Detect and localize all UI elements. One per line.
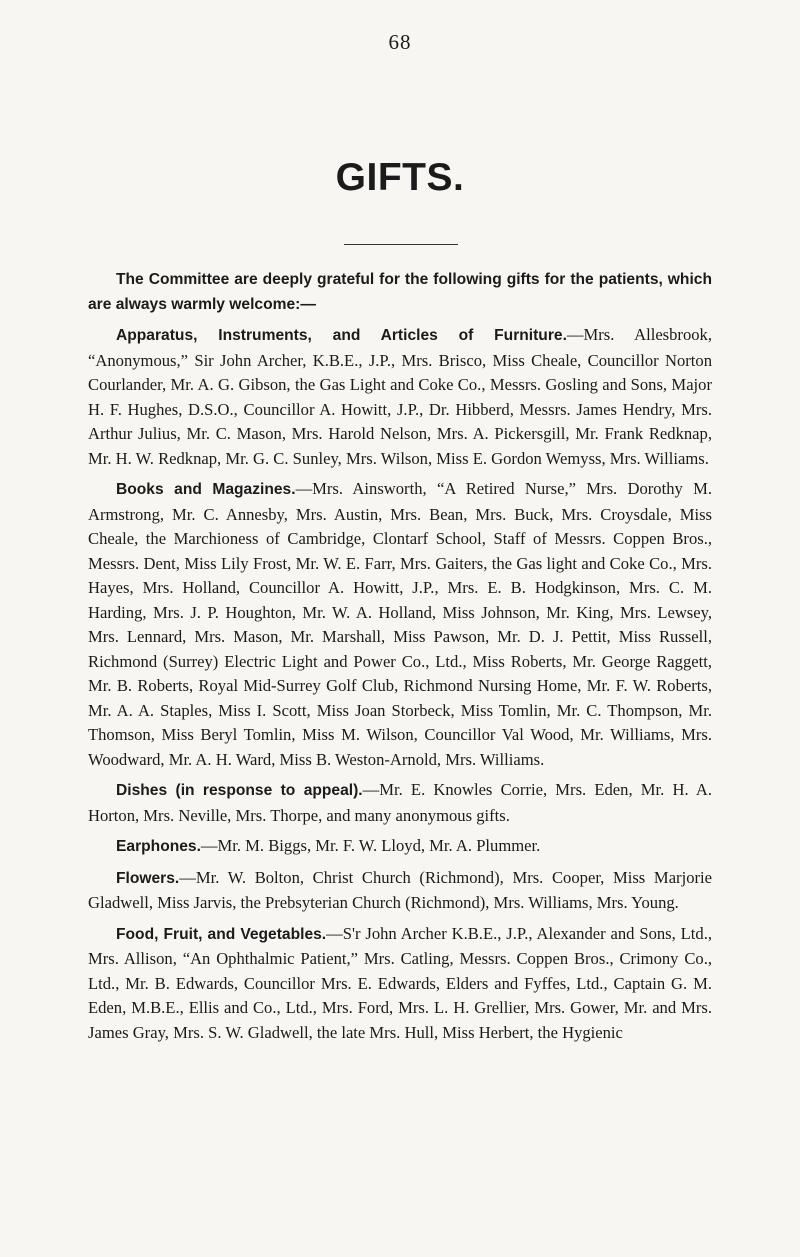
section-books	[88, 477, 712, 772]
title-divider	[344, 244, 458, 245]
section-body: —Mr. W. Bolton, Christ Church (Richmond), Mrs. Cooper, Miss Marjorie Gladwell, Miss Jarvis, the Prebsyterian Church (Richmond), Mrs. Williams, Mrs. Young.	[88, 867, 712, 912]
intro-paragraph: The Committee are deeply grateful for the following gifts for the patients, which are always warmly welcome:—	[88, 271, 712, 313]
section-heading: Apparatus, Instruments, and Articles of Furniture.	[116, 327, 567, 344]
section-dishes	[88, 778, 712, 828]
section-body: —Mr. M. Biggs, Mr. F. W. Lloyd, Mr. A. Plummer.	[200, 836, 541, 855]
section-body: —Mrs. Allesbrook, “Anonymous,” Sir John Archer, K.B.E., J.P., Mrs. Brisco, Miss Cheale, Councillor Norton Courlander, Mr. A. G. Gibson, the Gas Light and Coke Co., Messrs. Gosling and Sons, Major H. F. Hughes, D.S.O., Councillor A. Howitt, J.P., Dr. Hibberd, Messrs. James Hendry, Mrs. Arthur Julius, Mr. C. Mason, Mrs. Harold Nelson, Mrs. A. Pickersgill, Mr. Frank Redknap, Mr. H. W. Redknap, Mr. G. C. Sunley, Mrs. Wilson, Miss E. Gordon Wemyss, Mrs. Williams.	[88, 325, 712, 468]
section-food	[88, 922, 712, 1046]
section-flowers	[88, 866, 712, 916]
section-heading: Earphones.	[116, 838, 201, 855]
section-earphones	[88, 834, 712, 860]
section-body: —Mr. E. Knowles Corrie, Mrs. Eden, Mr. H. A. Horton, Mrs. Neville, Mrs. Thorpe, and many anonymous gifts.	[88, 780, 713, 825]
page-title: GIFTS.	[335, 156, 465, 199]
page-number: 68	[388, 30, 412, 54]
section-heading: Dishes (in response to appeal).	[116, 782, 363, 799]
section-apparatus	[88, 323, 712, 471]
section-heading: Books and Magazines.	[116, 481, 296, 498]
section-body: —S'r John Archer K.B.E., J.P., Alexander and Sons, Ltd., Mrs. Allison, “An Ophthalmic Patient,” Mrs. Catling, Messrs. Coppen Bros., Crimony Co., Ltd., Mr. B. Edwards, Councillor Mrs. E. Edwards, Elders and Fyffes, Ltd., Captain G. M. Eden, M.B.E., Ellis and Co., Ltd., Mrs. Ford, Mrs. L. H. Grellier, Mrs. Gower, Mr. and Mrs. James Gray, Mrs. S. W. Gladwell, the late Mrs. Hull, Miss Herbert, the Hygienic	[88, 923, 712, 1042]
section-body: —Mrs. Ainsworth, “A Retired Nurse,” Mrs. Dorothy M. Armstrong, Mr. C. Annesby, Mrs. Austin, Mrs. Bean, Mrs. Buck, Mrs. Croysdale, Miss Cheale, the Marchioness of Cambridge, Clontarf School, Staff of Messrs. Coppen Bros., Messrs. Dent, Miss Lily Frost, Mr. W. E. Farr, Mrs. Gaiters, the Gas light and Coke Co., Mrs. Hayes, Mrs. Holland, Councillor A. Howitt, J.P., Mrs. E. B. Hodgkinson, Mrs. C. M. Harding, Mrs. J. P. Houghton, Mr. W. A. Holland, Miss Johnson, Mr. King, Mrs. Lewsey, Mrs. Lennard, Mrs. Mason, Mr. Marshall, Miss Pawson, Mr. D. J. Pettit, Miss Russell, Richmond (Surrey) Electric Light and Power Co., Ltd., Miss Roberts, Mr. George Raggett, Mr. B. Roberts, Royal Mid-Surrey Golf Club, Richmond Nursing Home, Mr. F. W. Roberts, Mr. A. A. Staples, Miss I. Scott, Miss Joan Storbeck, Miss Tomlin, Mr. C. Thompson, Mr. Thomson, Miss Beryl Tomlin, Miss M. Wilson, Councillor Val Wood, Mr. Williams, Mrs. Woodward, Mr. A. H. Ward, Miss B. Weston-Arnold, Mrs. Williams.	[88, 479, 712, 769]
gifts-list	[88, 268, 712, 1051]
section-heading: Flowers.	[116, 869, 180, 887]
section-heading: Food, Fruit, and Vegetables.	[116, 925, 327, 943]
